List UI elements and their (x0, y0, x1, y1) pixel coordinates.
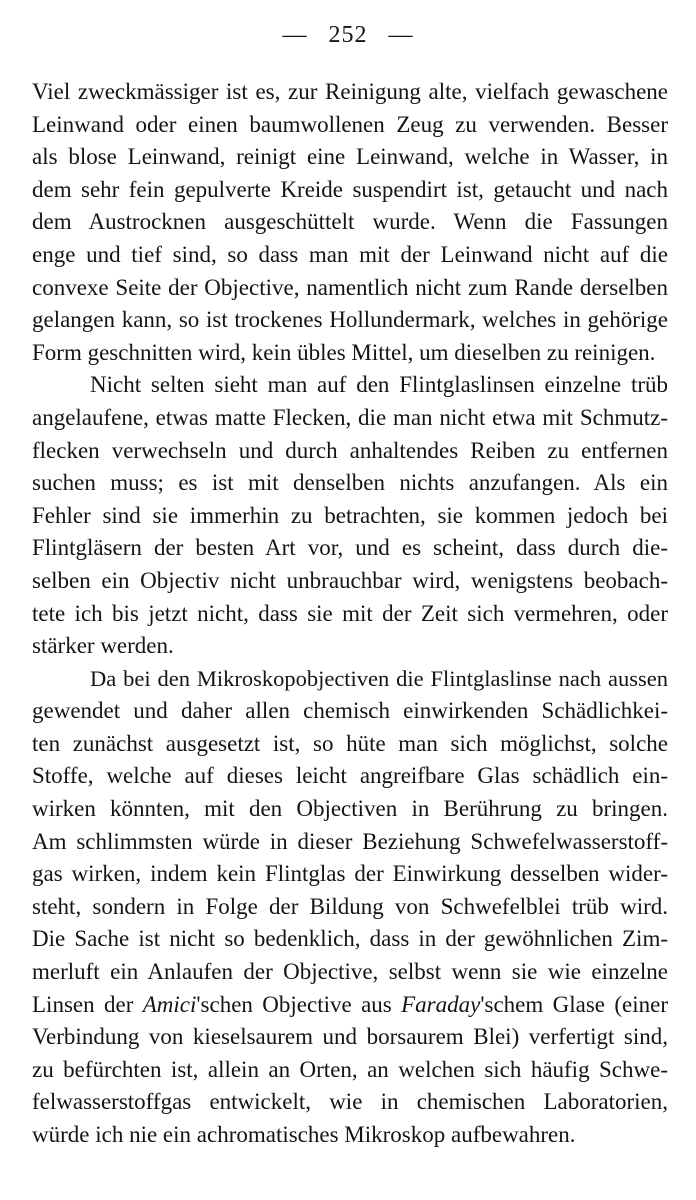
text-line: zu befürchten ist, allein an Orten, an welchen sich häufig Schwe- (32, 1056, 668, 1082)
text-line: steht, sondern in Folge der Bildung von Schwefelblei trüb wird. (32, 893, 668, 919)
text-line: Nicht selten sieht man auf den Flintglaslinsen einzelne trüb (90, 372, 668, 398)
text-line: würde ich nie ein achromatisches Mikroskop aufbewahren. (32, 1122, 576, 1147)
text-line: dem Austrocknen ausgeschüttelt wurde. Wenn die Fassungen (32, 209, 668, 235)
header-dash-left: — (282, 22, 308, 48)
text-line: merluft ein Anlaufen der Objective, selbst wenn sie wie einzelne (32, 959, 668, 985)
text-line: felwasserstoffgas entwickelt, wie in chemischen Laboratorien, (32, 1089, 668, 1115)
text-line: wirken könnten, mit den Objectiven in Berührung zu bringen. (32, 796, 668, 822)
text-line: Form geschnitten wird, kein übles Mittel, um dieselben zu reinigen. (32, 339, 656, 365)
text-line: suchen muss; es ist mit denselben nichts anzufangen. Als ein (32, 470, 668, 496)
header-dash-right: — (388, 22, 414, 48)
paragraph (32, 663, 668, 1152)
text-line: selben ein Objectiv nicht unbrauchbar wird, wenigstens beobach- (32, 567, 668, 593)
page-number: 252 (328, 22, 368, 48)
text-line: Am schlimmsten würde in dieser Beziehung Schwefelwasserstoff- (32, 828, 668, 854)
text-line: gelangen kann, so ist trockenes Hollundermark, welches in gehörige (32, 307, 668, 333)
text-line: Da bei den Mikroskopobjectiven die Flintglaslinse nach aussen (90, 665, 668, 691)
text-line: Linsen der Amici'schen Objective aus Faraday'schem Glase (einer (32, 991, 668, 1017)
text-line: tete ich bis jetzt nicht, dass sie mit der Zeit sich vermehren, oder (32, 600, 668, 626)
text-line: angelaufene, etwas matte Flecken, die man nicht etwa mit Schmutz- (32, 404, 668, 430)
paragraph (32, 76, 668, 369)
text-line: Viel zweckmässiger ist es, zur Reinigung alte, vielfach gewaschene (32, 79, 668, 104)
text-line: Flintgläsern der besten Art vor, und es scheint, dass durch die- (32, 535, 668, 561)
text-line: flecken verwechseln und durch anhaltendes Reiben zu entfernen (32, 437, 668, 463)
text-line: Fehler sind sie immerhin zu betrachten, sie kommen jedoch bei (32, 502, 668, 528)
text-line: dem sehr fein gepulverte Kreide suspendirt ist, getaucht und nach (32, 176, 668, 202)
text-line: Verbindung von kieselsaurem und borsaurem Blei) verfertigt sind, (32, 1024, 668, 1050)
body-text (32, 76, 668, 1152)
text-line: convexe Seite der Objective, namentlich nicht zum Rande derselben (32, 274, 668, 300)
text-line: als blose Leinwand, reinigt eine Leinwand, welche in Wasser, in (32, 144, 668, 170)
text-line: stärker werden. (32, 633, 174, 659)
text-line: gas wirken, indem kein Flintglas der Einwirkung desselben wider- (32, 861, 668, 887)
text-line: gewendet und daher allen chemisch einwirkenden Schädlichkei- (32, 698, 668, 724)
text-line: Stoffe, welche auf dieses leicht angreifbare Glas schädlich ein- (32, 763, 668, 789)
paragraph (32, 369, 668, 662)
text-line: Die Sache ist nicht so bedenklich, dass in der gewöhnlichen Zim- (32, 926, 668, 952)
text-line: ten zunächst ausgesetzt ist, so hüte man sich möglichst, solche (32, 730, 668, 756)
page-header (0, 22, 696, 49)
text-line: enge und tief sind, so dass man mit der Leinwand nicht auf die (32, 241, 668, 267)
text-line: Leinwand oder einen baumwollenen Zeug zu verwenden. Besser (32, 111, 668, 137)
